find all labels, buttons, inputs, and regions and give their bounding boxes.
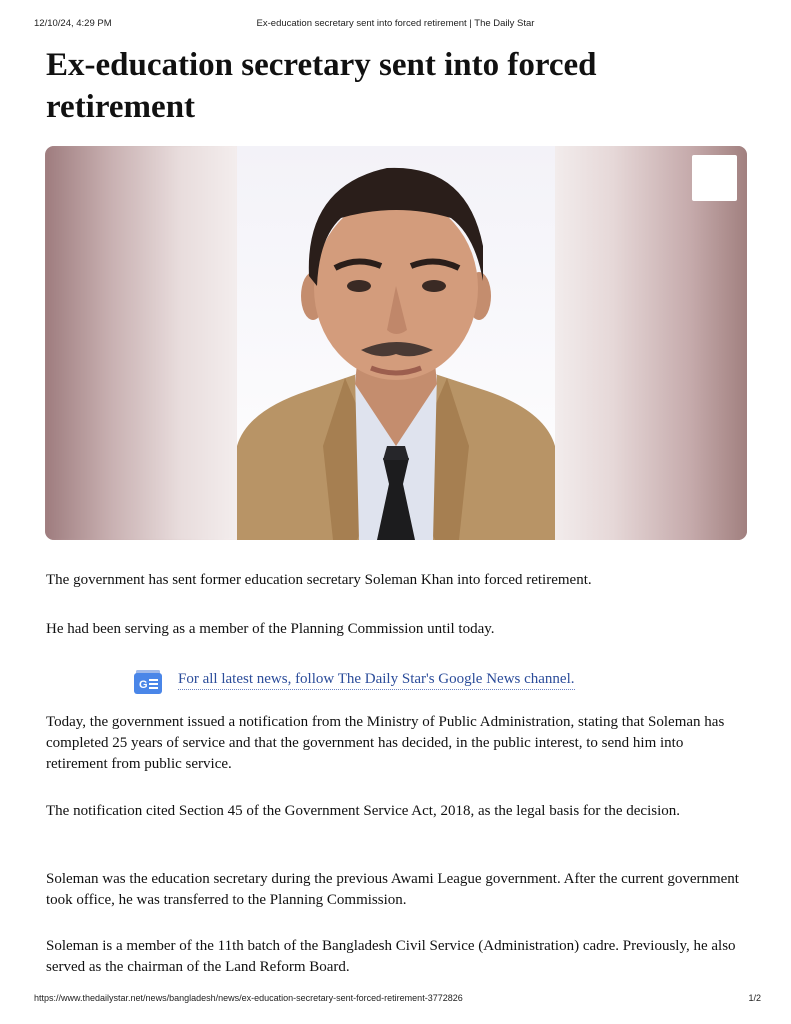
article-paragraph: Soleman is a member of the 11th batch of the Bangladesh Civil Service (Administration) cadre. Previously, he also served as the chairman of the Land Reform Board.	[46, 938, 736, 975]
article-headline: Ex-education secretary sent into forced retirement	[46, 47, 597, 125]
hero-corner-box	[692, 155, 737, 201]
portrait-illustration	[237, 146, 555, 540]
article-paragraph: The government has sent former education secretary Soleman Khan into forced retirement.	[46, 572, 592, 588]
svg-text:G: G	[139, 679, 148, 691]
print-doc-title: Ex-education secretary sent into forced retirement | The Daily Star	[256, 18, 535, 29]
hero-blur-right	[555, 146, 747, 540]
article-paragraph: He had been serving as a member of the Planning Commission until today.	[46, 621, 495, 637]
portrait-photo	[237, 146, 555, 540]
google-news-icon[interactable]	[134, 670, 162, 694]
print-url: https://www.thedailystar.net/news/bangladesh/news/ex-education-secretary-sent-forced-retirement-3772826	[34, 993, 463, 1003]
article-paragraph: Soleman was the education secretary during the previous Awami League government. After the current government took office, he was transferred to the Planning Commission.	[46, 871, 739, 908]
print-header	[34, 18, 757, 32]
article-paragraph: The notification cited Section 45 of the Government Service Act, 2018, as the legal basis for the decision.	[46, 803, 680, 819]
article-hero-image	[45, 146, 747, 540]
hero-blur-left	[45, 146, 237, 540]
print-footer	[34, 993, 761, 1007]
page-number: 1/2	[748, 993, 761, 1003]
google-news-link[interactable]: For all latest news, follow The Daily Star's Google News channel.	[178, 669, 575, 690]
article-paragraph: Today, the government issued a notification from the Ministry of Public Administration, stating that Soleman has completed 25 years of service and that the government has decided, in the public interest, to send him into retirement from public service.	[46, 714, 725, 772]
google-news-promo[interactable]	[134, 666, 654, 694]
print-date: 12/10/24, 4:29 PM	[34, 18, 112, 29]
